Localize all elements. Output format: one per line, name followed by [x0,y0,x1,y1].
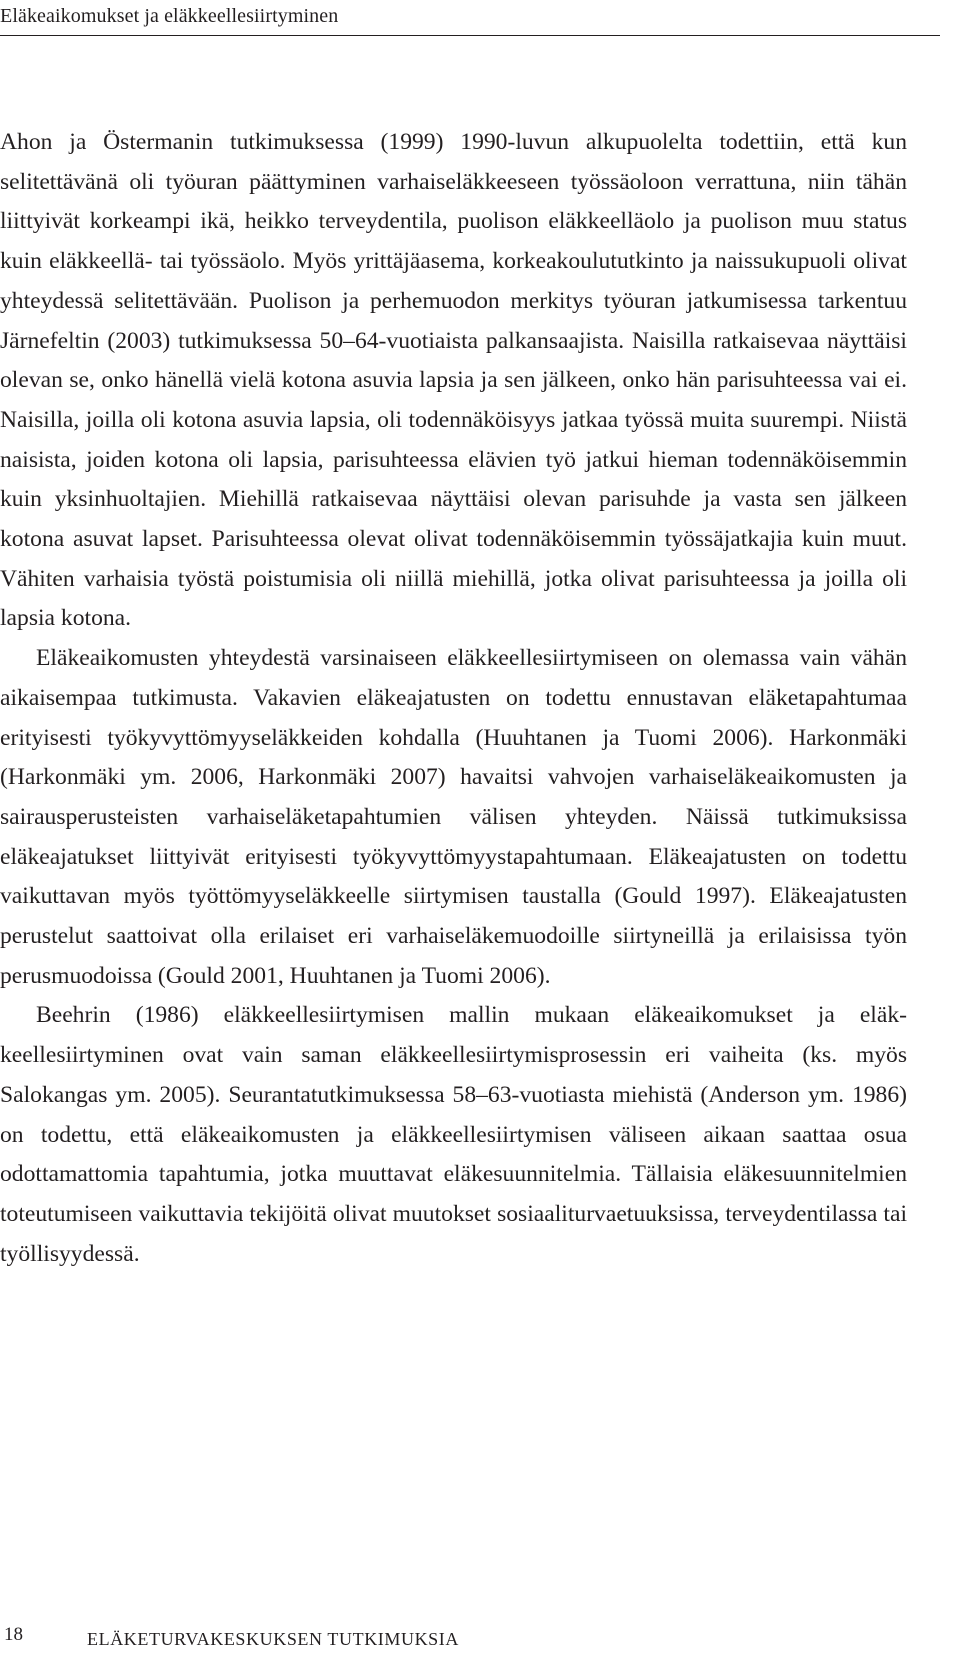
page-number: 18 [4,1624,23,1645]
paragraph: Ahon ja Östermanin tutkimuksessa (1999) 1990-luvun alkupuolelta todettiin, että kun selitettävänä oli työuran päättyminen varhaiseläkkeeseen työssäoloon verrattuna, niin tähän liittyivät korkeampi ikä, heikko terveydentila, puolison eläkkeelläolo ja puolison muu status kuin eläkkeellä- tai työssäolo. Myös yrittäjäasema, korkeakoulututkinto ja naissukupuoli olivat yhteydessä selitettävään. Puolison ja perhemuodon merkitys työuran jatkumisessa tarkentuu Järnefeltin (2003) tutkimuksessa 50–64-vuotiaista palkansaajista. Naisilla ratkaisevaa näyttäisi olevan se, onko hänellä vielä kotona asuvia lapsia ja sen jälkeen, onko hän parisuhteessa vai ei. Naisilla, joilla oli kotona asuvia lapsia, oli todennäköisyys jatkaa työssä muita suurempi. Niistä naisista, joiden kotona oli lapsia, parisuhteessa elävien työ jatkui hieman todennäköisemmin kuin yksinhuoltajien. Miehillä ratkaisevaa näyttäisi olevan parisuhde ja vasta sen jälkeen kotona asuvat lapset. Parisuhteessa olevat olivat todennäköisemmin työssäjatkajia kuin muut. Vähiten varhaisia työstä poistumisia oli niillä miehillä, jotka olivat parisuhteessa ja joilla oli lapsia kotona. [0,129,907,632]
paragraph: Beehrin (1986) eläkkeellesiirtymisen mallin mukaan eläkeaikomukset ja eläkkeellesiirtyminen ovat vain saman eläkkeellesiirtymisprosessin eri vaiheita (ks. myös Salokangas ym. 2005). Seurantatutkimuksessa 58–63-vuotiasta miehistä (Anderson ym. 1986) on todettu, että eläkeaikomusten ja eläkkeellesiirtymisen väliseen aikaan saattaa osua odottamattomia tapahtumia, jotka muuttavat eläkesuunnitelmia. Tällaisia eläkesuunnitelmien toteutumiseen vaikuttavia tekijöitä olivat muutokset sosiaaliturvaetuuksissa, terveydentilassa tai työllisyydessä. [0,1002,907,1267]
body-text [0,123,907,1274]
publication-series-title: ELÄKETURVAKESKUKSEN TUTKIMUKSIA [87,1629,459,1649]
paragraph: Eläkeaikomusten yhteydestä varsinaiseen eläkkeellesiirtymiseen on olemassa vain vähän aikaisempaa tutkimusta. Vakavien eläkeajatusten on todettu ennustavan eläketapahtumaa erityisesti työkyvyttömyyseläkkeiden kohdalla (Huuhtanen ja Tuomi 2006). Harkonmäki (Harkonmäki ym. 2006, Harkonmäki 2007) havaitsi vahvojen varhaiseläkeaikomusten ja sairausperusteisten varhaiseläketapahtumien välisen yhteyden. Näissä tutkimuksissa eläkeajatukset liittyivät erityisesti työkyvyttömyystapahtumaan. Eläkeajatusten on todettu vaikuttavan myös työttömyyseläkkeelle siirtymisen taustalla (Gould 1997). Eläkeajatusten perustelut saattoivat olla erilaiset eri varhaiseläkemuodoille siirtyneillä ja erilaisissa työn perusmuodoissa (Gould 2001, Huuhtanen ja Tuomi 2006). [0,645,907,989]
page-footer [0,1622,940,1652]
running-header: Eläkeaikomukset ja eläkkeellesiirtyminen [0,4,940,36]
